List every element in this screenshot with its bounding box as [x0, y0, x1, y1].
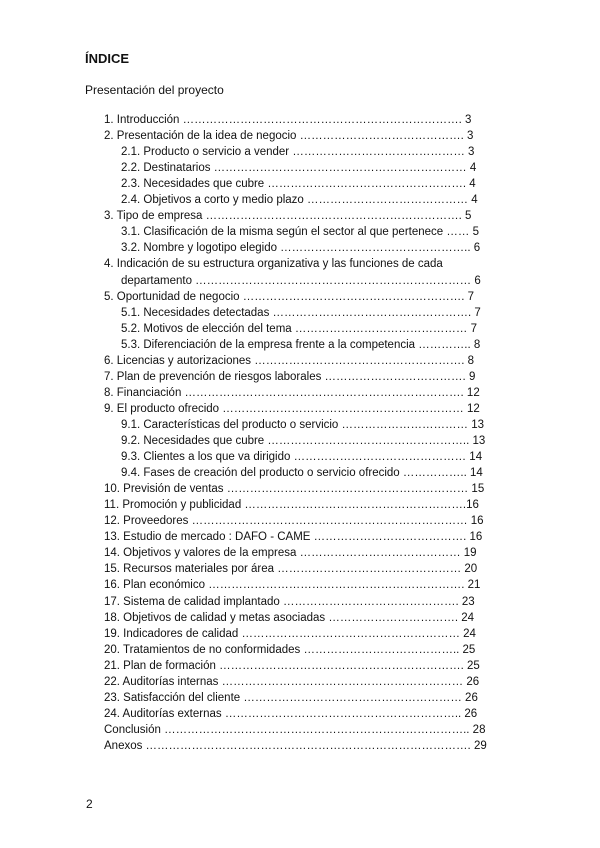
toc-entry-text: 23. Satisfacción del cliente ………………………………………………… 26 — [104, 691, 478, 704]
toc-entry-text: 9.2. Necesidades que cubre …………………………………………….. 13 — [121, 435, 486, 447]
toc-entry-text: 18. Objetivos de calidad y metas asociadas ……………………………. 24 — [104, 611, 475, 624]
toc-entry-text: 9. El producto ofrecido ……………………………………………………… 12 — [104, 402, 480, 415]
toc-entry-text: 14. Objetivos y valores de la empresa …………………………………… 19 — [104, 547, 477, 560]
toc-entry-text: 4. Indicación de su estructura organizativa y las funciones de cada — [104, 258, 443, 271]
toc-entry-text: 11. Promoción y publicidad ………………………………………………….16 — [104, 499, 479, 512]
toc-entry-text: 21. Plan de formación ………………………………………………………. 25 — [104, 659, 480, 672]
toc-entry-text: 20. Tratamientos de no conformidades ………………………………….. 25 — [104, 643, 476, 656]
toc-entry-text: 9.3. Clientes a los que va dirigido ……………………………………… 14 — [121, 451, 483, 464]
toc-entry-text: 10. Previsión de ventas ……………………………………………………… 15 — [104, 483, 485, 496]
toc-entry-text: 2.2. Destinatarios ………………………………………………………… 4 — [121, 162, 477, 175]
toc-entry-text: 5.3. Diferenciación de la empresa frente a la competencia ………….. 8 — [121, 338, 481, 351]
toc-entry-text: 9.1. Características del producto o servicio …………………………… 13 — [121, 418, 485, 431]
toc-entry-text: departamento ……………………………………………………………… 6 — [121, 274, 481, 287]
index-title: ÍNDICE — [85, 51, 130, 66]
toc-entry-text: 9.4. Fases de creación del producto o servicio ofrecido …………….. 14 — [121, 467, 483, 480]
toc-entry-text: Conclusión …………………………………………………………………….. 28 — [104, 723, 486, 736]
toc-entry-text: 7. Plan de prevención de riesgos laborales ………………………………. 9 — [104, 370, 476, 383]
toc-entry-text: 17. Sistema de calidad implantado ………………………………………. 23 — [104, 595, 475, 608]
toc-entry-text: 3.2. Nombre y logotipo elegido ………………………………………….. 6 — [121, 242, 481, 255]
toc-entry-text: 5.2. Motivos de elección del tema ……………………………………… 7 — [121, 322, 477, 335]
toc-entry-text: 12. Proveedores ……………………………………………………………… 16 — [104, 515, 484, 528]
toc-entry-text: 6. Licencias y autorizaciones ………………………………………………. 8 — [104, 354, 475, 367]
toc-entry-text: 16. Plan económico …………………………………………………………. 21 — [104, 579, 481, 592]
toc-entry-text: 3. Tipo de empresa …………………………………………………………. 5 — [104, 210, 472, 223]
toc-entry-text: 5.1. Necesidades detectadas ……………………………………………. 7 — [121, 306, 481, 319]
toc-entry-text: Anexos …………………………………………………………………………. 29 — [104, 739, 487, 752]
toc-entry-text: 2.3. Necesidades que cubre ……………………………………………. 4 — [121, 178, 476, 191]
toc-entry-text: 2.1. Producto o servicio a vender ……………………………………… 3 — [121, 146, 475, 159]
toc-entry-text: 15. Recursos materiales por área ………………………………………… 20 — [104, 563, 478, 576]
toc-entry-text: 22. Auditorías internas ……………………………………………………… 26 — [104, 675, 480, 688]
toc-entry-text: 2.4. Objetivos a corto y medio plazo …………………………………… 4 — [121, 194, 478, 207]
toc-entry-text: 24. Auditorías externas …………………………………………………….. 26 — [104, 707, 478, 720]
page-number: 2 — [86, 797, 93, 811]
toc-entry-text: 3.1. Clasificación de la misma según el sector al que pertenece …… 5 — [121, 226, 479, 239]
toc-entry-text: 13. Estudio de mercado : DAFO - CAME …………………………………. 16 — [104, 531, 483, 544]
toc-entry-text: 8. Financiación ………………………………………………………………. 12 — [104, 386, 480, 399]
toc-entry-text: 19. Indicadores de calidad ………………………………………………… 24 — [104, 627, 476, 640]
toc-entry-text: 1. Introducción ………………………………………………………………. 3 — [104, 114, 472, 126]
project-presentation-heading: Presentación del proyecto — [85, 83, 224, 97]
toc-entry-text: 2. Presentación de la idea de negocio ……………………………………. 3 — [104, 130, 474, 143]
toc-entry-text: 5. Oportunidad de negocio …………………………………………………. 7 — [104, 290, 475, 303]
